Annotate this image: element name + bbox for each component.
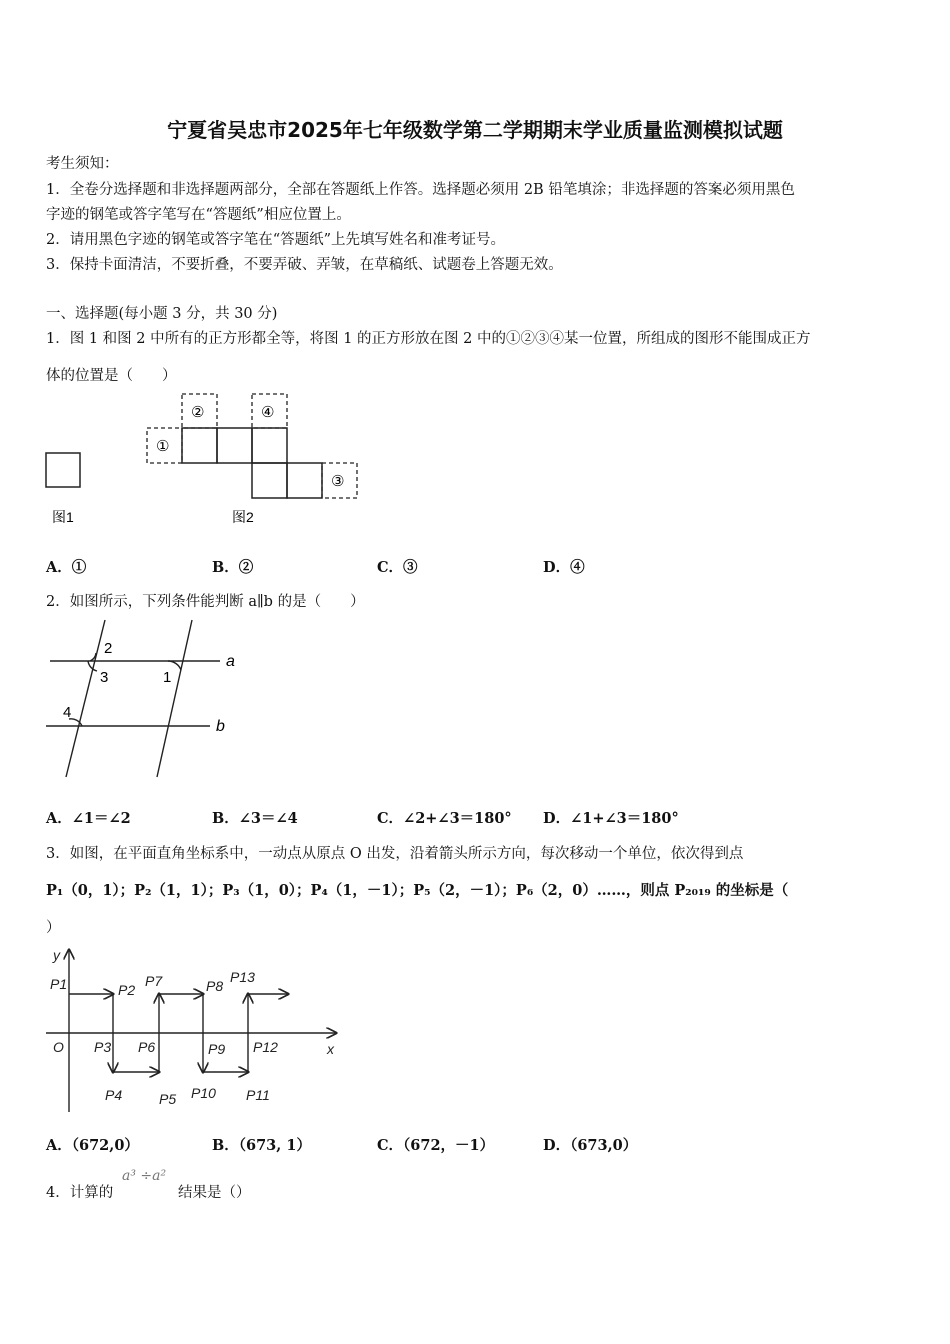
p5-label: P5: [159, 1091, 177, 1107]
q2-text: 2．如图所示，下列条件能判断 a∥b 的是（ ）: [46, 594, 365, 610]
fig2-solid-squares: [182, 428, 322, 498]
q3-text-line2: P₁（0，1）；P₂（1，1）；P₃（1，0）；P₄（1，－1）；P₅（2，－1）；P₆（2，0）……，则点 P₂₀₁₉ 的坐标是（: [46, 882, 789, 899]
transversal-right: [157, 620, 192, 777]
p13-label: P13: [230, 969, 255, 985]
q4-text-prefix: 4．计算的: [46, 1185, 114, 1201]
angle-2-label: 2: [104, 640, 113, 657]
transversal-left: [66, 620, 105, 777]
q2-option-c: C．∠2+∠3＝180°: [377, 810, 512, 827]
p11-label: P11: [246, 1087, 270, 1103]
q3-text-line1: 3．如图，在平面直角坐标系中，一动点从原点 O 出发，沿着箭头所示方向，每次移动一个单位，依次得到点: [46, 846, 744, 862]
notice-line-1b: 字迹的钢笔或答字笔写在“答题纸”相应位置上。: [46, 207, 351, 223]
notice-line-1a: 1．全卷分选择题和非选择题两部分，全部在答题纸上作答。选择题必须用 2B 铅笔填涂；非选择题的答案必须用黑色: [46, 182, 795, 198]
q1-option-a: A．①: [46, 559, 87, 576]
p3-label: P3: [94, 1039, 112, 1055]
q1-option-c: C．③: [377, 559, 418, 576]
q4-text-suffix: 结果是（）: [178, 1185, 251, 1201]
q3-text-line3: ）: [46, 920, 61, 936]
angle-3-label: 3: [100, 669, 109, 686]
notice-line-3: 3．保持卡面清洁，不要折叠，不要弄破、弄皱，在草稿纸、试题卷上答题无效。: [46, 257, 563, 273]
position-3-label: ③: [331, 473, 345, 490]
angle-1-label: 1: [163, 669, 172, 686]
angle-3-arc: [88, 661, 97, 671]
fig1-label: 图1: [52, 509, 74, 525]
p2-label: P2: [118, 982, 136, 998]
fig2-label: 图2: [232, 509, 254, 525]
p8-label: P8: [206, 978, 224, 994]
line-b-label: b: [216, 718, 225, 735]
q2-option-b: B．∠3＝∠4: [212, 810, 298, 827]
q2-figure: [40, 615, 250, 785]
q2-option-a: A．∠1＝∠2: [46, 810, 131, 827]
q1-option-d: D．④: [543, 559, 585, 576]
fig1-square: [46, 453, 80, 487]
p6-label: P6: [138, 1039, 156, 1055]
q4-expression: a³ ÷a²: [122, 1168, 167, 1184]
page-title: 宁夏省吴忠市2025年七年级数学第二学期期末学业质量监测模拟试题: [167, 118, 783, 142]
q3-figure: [40, 942, 350, 1122]
p1-label: P1: [50, 976, 68, 992]
y-axis-label: y: [53, 947, 60, 963]
q3-option-d: D．（673,0）: [543, 1137, 638, 1154]
q2-option-d: D．∠1+∠3＝180°: [543, 810, 679, 827]
q3-option-a: A．（672,0）: [46, 1137, 139, 1154]
notice-line-2: 2．请用黑色字迹的钢笔或答字笔在“答题纸”上先填写姓名和准考证号。: [46, 232, 506, 248]
angle-4-label: 4: [63, 704, 72, 721]
position-4-label: ④: [261, 404, 275, 421]
line-a-label: a: [226, 653, 235, 670]
section-heading: 一、选择题(每小题 3 分，共 30 分): [46, 306, 278, 322]
p9-label: P9: [208, 1041, 226, 1057]
p7-label: P7: [145, 973, 163, 989]
origin-label: O: [53, 1039, 64, 1055]
p12-label: P12: [253, 1039, 278, 1055]
position-1-label: ①: [156, 438, 170, 455]
q1-figure: [40, 390, 370, 535]
q1-option-b: B．②: [212, 559, 254, 576]
q1-text-line2: 体的位置是（ ）: [46, 368, 177, 384]
position-2-label: ②: [191, 404, 205, 421]
p4-label: P4: [105, 1087, 123, 1103]
x-axis-label: x: [327, 1041, 334, 1057]
notice-heading: 考生须知：: [46, 156, 119, 172]
q1-text-line1: 1．图 1 和图 2 中所有的正方形都全等，将图 1 的正方形放在图 2 中的①②③④某一位置，所组成的图形不能围成正方: [46, 331, 811, 347]
q3-option-b: B．（673, 1）: [212, 1137, 311, 1154]
q3-option-c: C．（672，－1）: [377, 1137, 495, 1154]
p10-label: P10: [191, 1085, 216, 1101]
